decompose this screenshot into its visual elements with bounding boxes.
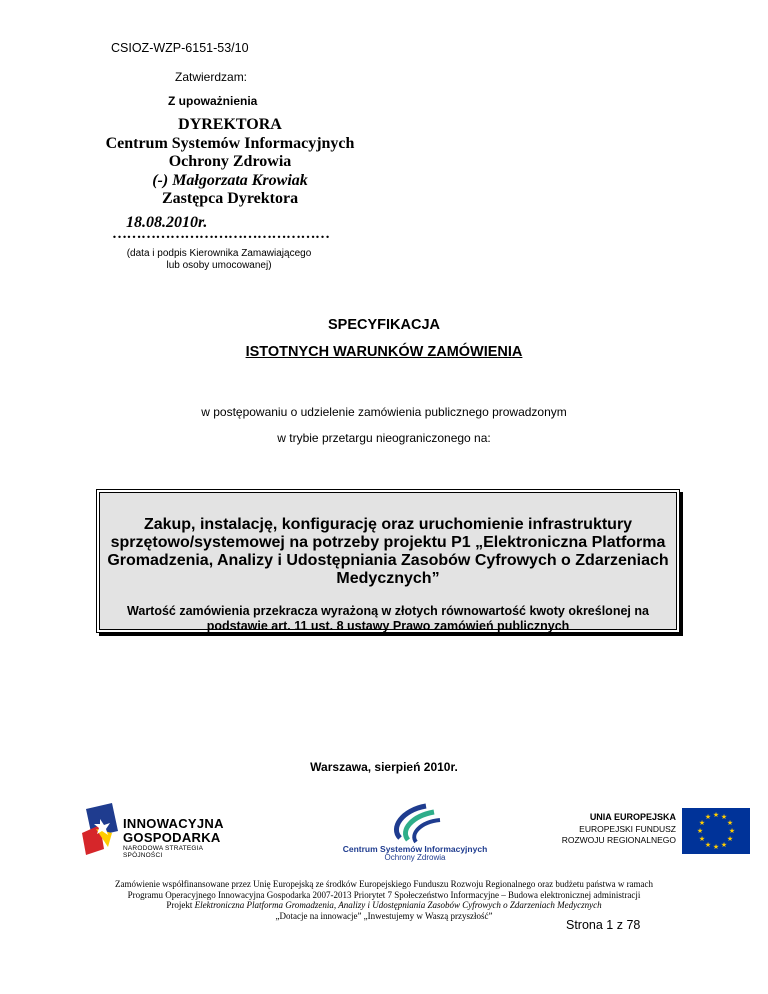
eu-title: UNIA EUROPEJSKA (589, 812, 676, 822)
organization-line1: Centrum Systemów Informacyjnych (105, 134, 355, 152)
subject-box (96, 489, 680, 633)
project-name: Elektroniczna Platforma Gromadzenia, Analizy i Udostępniania Zasobów Cyfrowych o Zdarzeniach Medycznych (194, 900, 602, 910)
cofinance-line3 (0, 900, 768, 911)
svg-text:★: ★ (720, 813, 728, 821)
svg-text:★: ★ (704, 841, 712, 849)
document-subtitle: ISTOTNYCH WARUNKÓW ZAMÓWIENIA (245, 344, 523, 360)
procedure-line2: w trybie przetargu nieograniczonego na: (277, 431, 491, 445)
signature-caption-line2: lub osoby umocowanej) (166, 260, 272, 271)
eu-fund-line2: ROZWOJU REGIONALNEGO (561, 835, 676, 845)
signature-caption (108, 248, 330, 272)
cofinance-line2: Programu Operacyjnego Innowacyjna Gospodarka 2007-2013 Priorytet 7 Społeczeństwo Informacyjne – Budowa elektronicznej administracji (127, 889, 641, 900)
cofinance-line1: Zamówienie współfinansowane przez Unię Europejską ze środków Europejskiego Funduszu Rozwoju Regionalnego oraz budżetu państwa w ramach (114, 879, 654, 889)
director-block (60, 116, 400, 209)
svg-text:★: ★ (696, 827, 704, 835)
cofinance-line4: „Dotacje na innowacje” „Inwestujemy w Waszą przyszłość” (275, 910, 493, 921)
svg-text:★: ★ (712, 843, 720, 851)
subject-title (107, 516, 669, 588)
signature-caption-line1: (data i podpis Kierownika Zamawiającego (126, 248, 312, 259)
svg-text:★: ★ (698, 819, 706, 827)
value-line2: podstawie art. 11 ust. 8 ustawy Prawo zamówień publicznych (206, 618, 570, 633)
ig-name-line1: INNOWACYJNA (123, 816, 224, 831)
ig-emblem-icon (82, 803, 120, 855)
csioz-logo (330, 800, 500, 862)
svg-text:★: ★ (728, 827, 736, 835)
procedure-line1: w postępowaniu o udzielenie zamówienia publicznego prowadzonym (201, 405, 567, 419)
document-id: CSIOZ-WZP-6151-53/10 (111, 41, 249, 55)
approval-date: 18.08.2010r. (126, 214, 208, 231)
cofinance-note (0, 879, 768, 921)
subject-line4: Medycznych” (336, 570, 440, 587)
place-and-date: Warszawa, sierpień 2010r. (310, 760, 458, 774)
cofinance-line3-prefix: Projekt (166, 900, 195, 910)
document-title: SPECYFIKACJA (328, 317, 440, 333)
signed-name: (-) Małgorzata Krowiak (152, 171, 308, 189)
subject-line1: Zakup, instalację, konfigurację oraz uruchomienie infrastruktury (143, 516, 633, 533)
eu-fund-line1: EUROPEJSKI FUNDUSZ (579, 824, 676, 834)
ig-name-line2: GOSPODARKA (123, 830, 221, 845)
csioz-name: Centrum Systemów Informacyjnych (342, 844, 488, 854)
eu-flag-icon (682, 808, 750, 854)
organization-line2: Ochrony Zdrowia (168, 153, 292, 170)
ig-tagline: NARODOWA STRATEGIA SPÓJNOŚCI (123, 845, 203, 859)
svg-text:★: ★ (726, 819, 734, 827)
approve-label: Zatwierdzam: (175, 70, 248, 84)
csioz-subname: Ochrony Zdrowia (384, 853, 446, 862)
subject-line3: Gromadzenia, Analizy i Udostępniania Zasobów Cyfrowych o Zdarzeniach (107, 552, 669, 569)
subject-line2: sprzętowo/systemowej na potrzeby projektu P1 „Elektroniczna Platforma (110, 534, 666, 551)
page-number: Strona 1 z 78 (566, 918, 641, 932)
svg-text:★: ★ (704, 813, 712, 821)
innowacyjna-gospodarka-logo (82, 803, 232, 859)
signature-line: ……………………………………… (112, 226, 330, 242)
svg-text:★: ★ (698, 835, 706, 843)
value-line1: Wartość zamówienia przekracza wyrażoną w złotych równowartość kwoty określonej na (127, 604, 649, 618)
csioz-swirl-icon (330, 800, 500, 844)
svg-text:★: ★ (720, 841, 728, 849)
eu-logo (560, 808, 750, 856)
director-role: Zastępca Dyrektora (161, 190, 299, 207)
contract-value-note (109, 604, 667, 633)
svg-text:★: ★ (712, 811, 720, 819)
director-title: DYREKTORA (178, 116, 282, 133)
authority-label: Z upoważnienia (168, 94, 258, 108)
svg-text:★: ★ (726, 835, 734, 843)
